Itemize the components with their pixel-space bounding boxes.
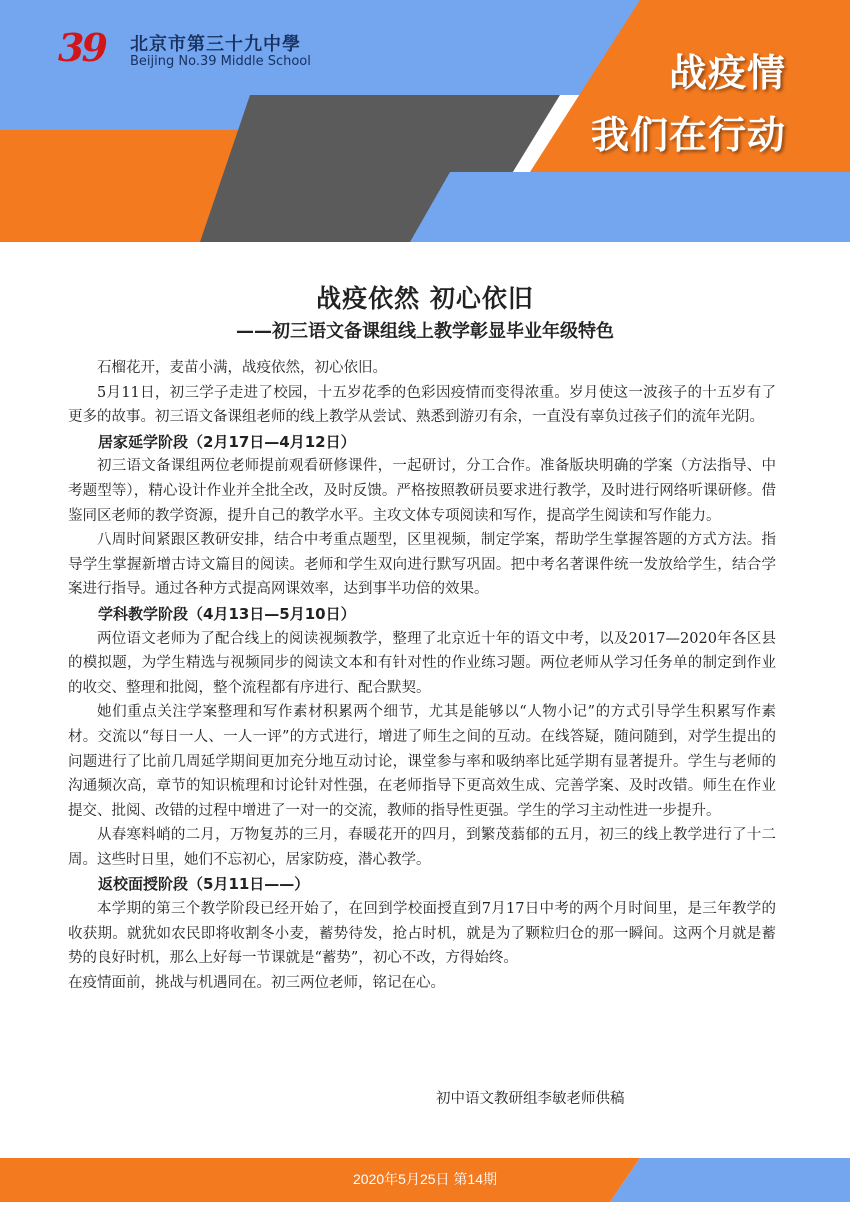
article-title: 战疫依然 初心依旧 — [316, 284, 534, 313]
section3-heading: 返校面授阶段（5月11日——） — [98, 875, 310, 894]
article-body — [68, 356, 776, 995]
section1-heading: 居家延学阶段（2月17日—4月12日） — [98, 432, 356, 451]
section2-paragraph-2: 她们重点关注学案整理和写作素材积累两个细节，尤其是能够以“人物小记”的方式引导学生积累写作素材。交流以“每日一人、一人一评”的方式进行，增进了师生之间的互动。在线答疑，随问随到，对学生提出的问题进行了比前几周延学期间更加充分地互动讨论，课堂参与率和吸纳率比延学期有显著提升。学生与老师的沟通频次高，章节的知识梳理和讨论针对性强，在老师指导下更高效生成、完善学案、及时改错。师生在作业提交、批阅、改错的过程中增进了一对一的交流，教师的指导性更强。学生的学习主动性进一步提升。 — [68, 704, 776, 819]
section3-paragraph-1: 本学期的第三个教学阶段已经开始了，在回到学校面授直到7月17日中考的两个月时间里，是三年教学的收获期。就犹如农民即将收割冬小麦，蓄势待发，抢占时机，就是为了颗粒归仓的那一瞬间。这两个月就是蓄势的良好时机，那么上好每一节课就是“蓄势”，初心不改，方得始终。 — [68, 901, 776, 967]
closing-paragraph: 在疫情面前，挑战与机遇同在。初三两位老师，铭记在心。 — [68, 974, 445, 991]
section2-paragraph-3: 从春寒料峭的二月，万物复苏的三月，春暖花开的四月，到繁茂蓊郁的五月，初三的线上教学进行了十二周。这些时日里，她们不忘初心，居家防疫，潜心教学。 — [68, 827, 776, 868]
school-name-en: Beijing No.39 Middle School — [130, 54, 311, 69]
slogan-line2: 我们在行动 — [590, 113, 786, 157]
footer-bar — [0, 1158, 850, 1202]
article-signature: 初中语文教研组李敏老师供稿 — [436, 1091, 625, 1107]
school-name-cn: 北京市第三十九中學 — [130, 34, 301, 55]
section2-heading: 学科教学阶段（4月13日—5月10日） — [98, 604, 356, 623]
intro-paragraph-2: 5月11日，初三学子走进了校园，十五岁花季的色彩因疫情而变得浓重。岁月使这一波孩子的十五岁有了更多的故事。初三语文备课组老师的线上教学从尝试、熟悉到游刃有余，一直没有辜负过孩子们的流年光阴。 — [68, 384, 776, 426]
logo-number: 39 — [58, 25, 105, 70]
article-subtitle: ——初三语文备课组线上教学彰显毕业年级特色 — [236, 321, 614, 342]
intro-paragraph-1: 石榴花开，麦苗小满，战疫依然，初心依旧。 — [97, 360, 387, 376]
issue-date: 2020年5月25日 第14期 — [353, 1171, 497, 1187]
section1-paragraph-1: 初三语文备课组两位老师提前观看研修课件，一起研讨，分工合作。准备版块明确的学案（方法指导、中考题型等），精心设计作业并全批全改，及时反馈。严格按照教研员要求进行教学，及时进行网络听课研修。借鉴同区老师的教学资源，提升自己的教学水平。主攻文体专项阅读和写作，提高学生阅读和写作能力。 — [68, 458, 776, 524]
slogan-line1: 战疫情 — [668, 51, 786, 95]
section1-paragraph-2: 八周时间紧跟区教研安排，结合中考重点题型，区里视频，制定学案，帮助学生掌握答题的方式方法。指导学生掌握新增古诗文篇目的阅读。老师和学生双向进行默写巩固。把中考名著课件统一发放给学生，结合学案进行指导。通过各种方式提高网课效率，达到事半功倍的效果。 — [68, 532, 776, 598]
header-banner — [0, 0, 850, 242]
section2-paragraph-1: 两位语文老师为了配合线上的阅读视频教学，整理了北京近十年的语文中考，以及2017—2020年各区县的模拟题，为学生精选与视频同步的阅读文本和有针对性的作业练习题。两位老师从学习任务单的制定到作业的收交、整理和批阅，整个流程都有序进行、配合默契。 — [68, 630, 776, 696]
